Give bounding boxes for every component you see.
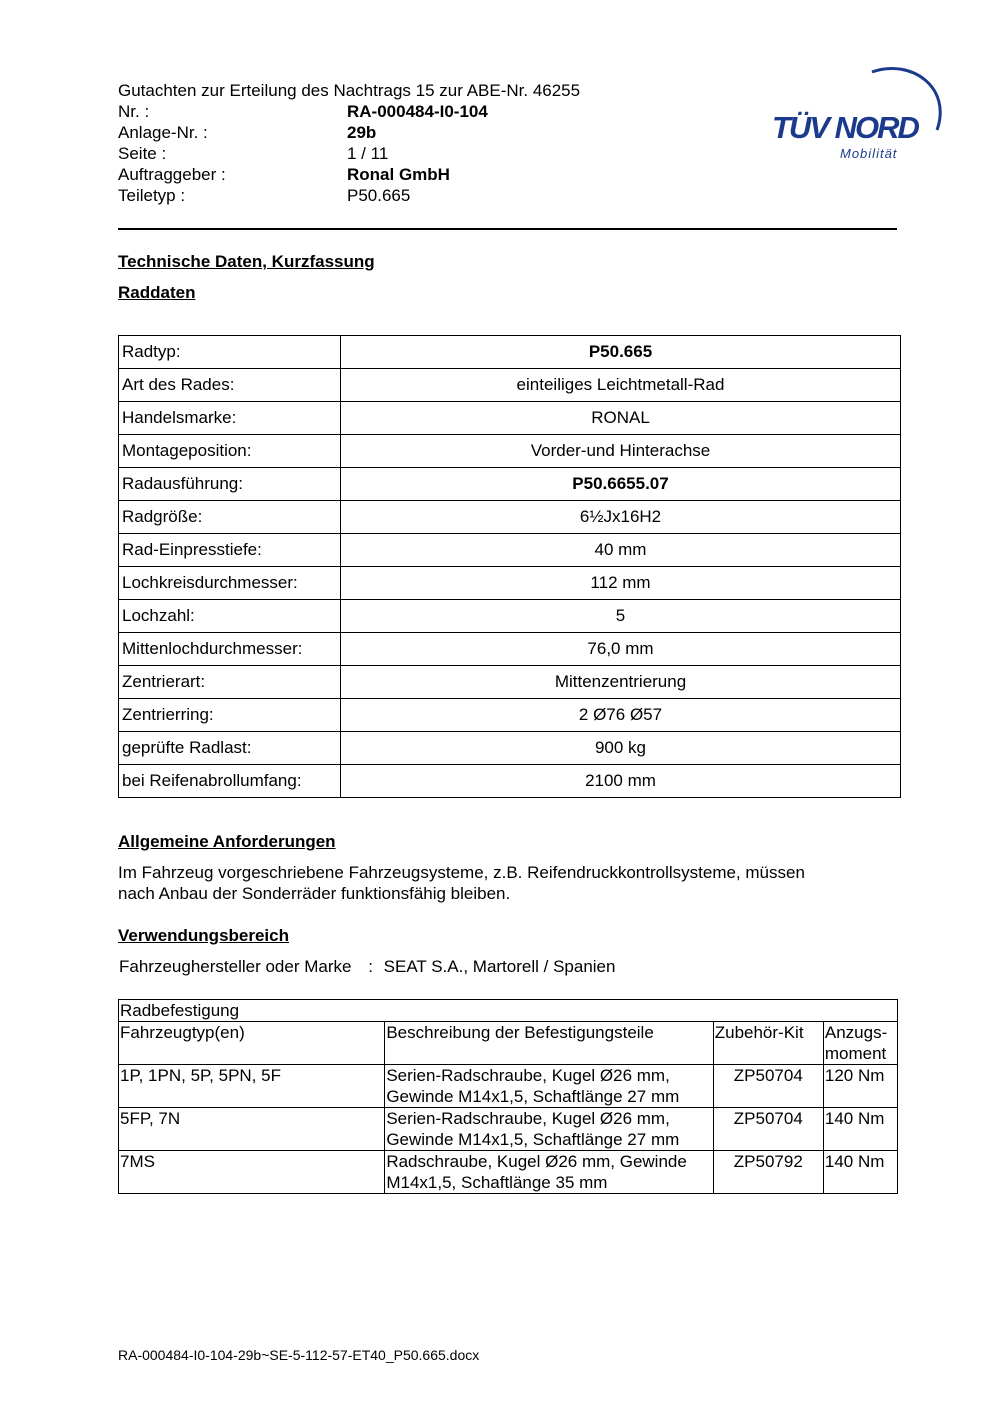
row-label: Radausführung: <box>119 468 341 501</box>
maker-value: SEAT S.A., Martorell / Spanien <box>383 957 616 976</box>
table-cell: 140 Nm <box>823 1108 897 1151</box>
header-value: Ronal GmbH <box>347 165 450 184</box>
row-label: bei Reifenabrollumfang: <box>119 765 341 798</box>
table-header-row <box>119 1022 898 1065</box>
table-cell <box>385 1065 713 1108</box>
header-label: Nr. : <box>118 102 150 121</box>
header-row-anlage <box>118 122 580 143</box>
header-label: Seite : <box>118 144 167 163</box>
desc-line: Serien-Radschraube, Kugel Ø26 mm, <box>386 1109 670 1128</box>
column-header: Zubehör-Kit <box>713 1022 823 1065</box>
allgemein-text <box>118 862 898 904</box>
header-row-nr <box>118 101 580 122</box>
table-title: Radbefestigung <box>119 1000 898 1022</box>
row-value: 5 <box>341 600 901 633</box>
heading-tech: Technische Daten, Kurzfassung <box>118 252 375 271</box>
header-label: Auftraggeber : <box>118 165 226 184</box>
row-value: 112 mm <box>341 567 901 600</box>
header-label: Teiletyp : <box>118 186 186 205</box>
desc-line: M14x1,5, Schaftlänge 35 mm <box>386 1173 608 1192</box>
row-label: Montageposition: <box>119 435 341 468</box>
row-value: einteiliges Leichtmetall-Rad <box>341 369 901 402</box>
column-header: Fahrzeugtyp(en) <box>119 1022 385 1065</box>
row-value: 76,0 mm <box>341 633 901 666</box>
row-label: Lochkreisdurchmesser: <box>119 567 341 600</box>
table-row <box>119 600 901 633</box>
row-label: Radtyp: <box>119 336 341 369</box>
row-value: 2 Ø76 Ø57 <box>341 699 901 732</box>
row-value: RONAL <box>341 402 901 435</box>
table-cell: 5FP, 7N <box>119 1108 385 1151</box>
row-label: Radgröße: <box>119 501 341 534</box>
header-row-seite <box>118 143 580 164</box>
row-value: Vorder-und Hinterachse <box>341 435 901 468</box>
column-header-line: Anzugs- <box>824 1023 888 1042</box>
row-value: 6½Jx16H2 <box>341 501 901 534</box>
desc-line: Gewinde M14x1,5, Schaftlänge 27 mm <box>386 1130 680 1149</box>
table-row <box>119 369 901 402</box>
befestigung-table <box>118 999 898 1194</box>
header-value: 1 / 11 <box>347 144 389 163</box>
row-label: geprüfte Radlast: <box>119 732 341 765</box>
desc-line: Radschraube, Kugel Ø26 mm, Gewinde <box>386 1152 687 1171</box>
logo-subtitle: Mobilität <box>840 146 898 161</box>
desc-line: Gewinde M14x1,5, Schaftlänge 27 mm <box>386 1087 680 1106</box>
row-value: P50.6655.07 <box>341 468 901 501</box>
header-value: P50.665 <box>347 186 411 205</box>
table-row <box>119 468 901 501</box>
table-row <box>119 633 901 666</box>
header-divider <box>118 228 897 230</box>
table-row <box>119 666 901 699</box>
table-row <box>119 402 901 435</box>
tuv-nord-logo <box>762 58 952 168</box>
table-cell <box>385 1151 713 1194</box>
table-cell <box>385 1108 713 1151</box>
row-label: Handelsmarke: <box>119 402 341 435</box>
header-value: 29b <box>347 123 377 142</box>
heading-raddaten: Raddaten <box>118 283 196 302</box>
raddaten-table <box>118 335 901 798</box>
row-value: Mittenzentrierung <box>341 666 901 699</box>
maker-label: Fahrzeughersteller oder Marke <box>119 957 352 976</box>
table-cell: ZP50704 <box>713 1065 823 1108</box>
table-row <box>119 1108 898 1151</box>
column-header-line: moment <box>824 1044 887 1063</box>
maker-sep: : <box>368 957 373 976</box>
row-value: P50.665 <box>341 336 901 369</box>
table-row <box>119 699 901 732</box>
header-title: Gutachten zur Erteilung des Nachtrags 15 zur ABE-Nr. 46255 <box>118 81 581 100</box>
maker-line <box>119 957 615 977</box>
column-header: Beschreibung der Befestigungsteile <box>385 1022 713 1065</box>
document-header <box>118 80 580 206</box>
row-value: 2100 mm <box>341 765 901 798</box>
table-row <box>119 567 901 600</box>
header-value: RA-000484-I0-104 <box>347 102 488 121</box>
row-label: Mittenlochdurchmesser: <box>119 633 341 666</box>
table-cell: ZP50792 <box>713 1151 823 1194</box>
table-title-row <box>119 1000 898 1022</box>
desc-line: Serien-Radschraube, Kugel Ø26 mm, <box>386 1066 670 1085</box>
row-value: 900 kg <box>341 732 901 765</box>
row-label: Rad-Einpresstiefe: <box>119 534 341 567</box>
row-label: Zentrierring: <box>119 699 341 732</box>
table-row <box>119 1065 898 1108</box>
header-label: Anlage-Nr. : <box>118 123 208 142</box>
allgemein-line: nach Anbau der Sonderräder funktionsfähig bleiben. <box>118 884 511 903</box>
footer-filename: RA-000484-I0-104-29b~SE-5-112-57-ET40_P50.665.docx <box>118 1347 480 1363</box>
row-label: Art des Rades: <box>119 369 341 402</box>
heading-verwendung: Verwendungsbereich <box>118 926 289 945</box>
row-label: Zentrierart: <box>119 666 341 699</box>
table-row <box>119 435 901 468</box>
header-row-teiletyp <box>118 185 580 206</box>
table-row <box>119 534 901 567</box>
table-cell: 140 Nm <box>823 1151 897 1194</box>
row-label: Lochzahl: <box>119 600 341 633</box>
table-cell: 1P, 1PN, 5P, 5PN, 5F <box>119 1065 385 1108</box>
table-row <box>119 336 901 369</box>
table-row <box>119 765 901 798</box>
header-row-auftraggeber <box>118 164 580 185</box>
table-cell: ZP50704 <box>713 1108 823 1151</box>
table-cell: 120 Nm <box>823 1065 897 1108</box>
logo-brand: TÜV NORD <box>772 110 918 145</box>
table-row <box>119 501 901 534</box>
heading-allgemein: Allgemeine Anforderungen <box>118 832 336 851</box>
row-value: 40 mm <box>341 534 901 567</box>
table-row <box>119 732 901 765</box>
allgemein-line: Im Fahrzeug vorgeschriebene Fahrzeugsysteme, z.B. Reifendruckkontrollsysteme, müssen <box>118 863 805 882</box>
column-header <box>823 1022 897 1065</box>
table-row <box>119 1151 898 1194</box>
table-cell: 7MS <box>119 1151 385 1194</box>
